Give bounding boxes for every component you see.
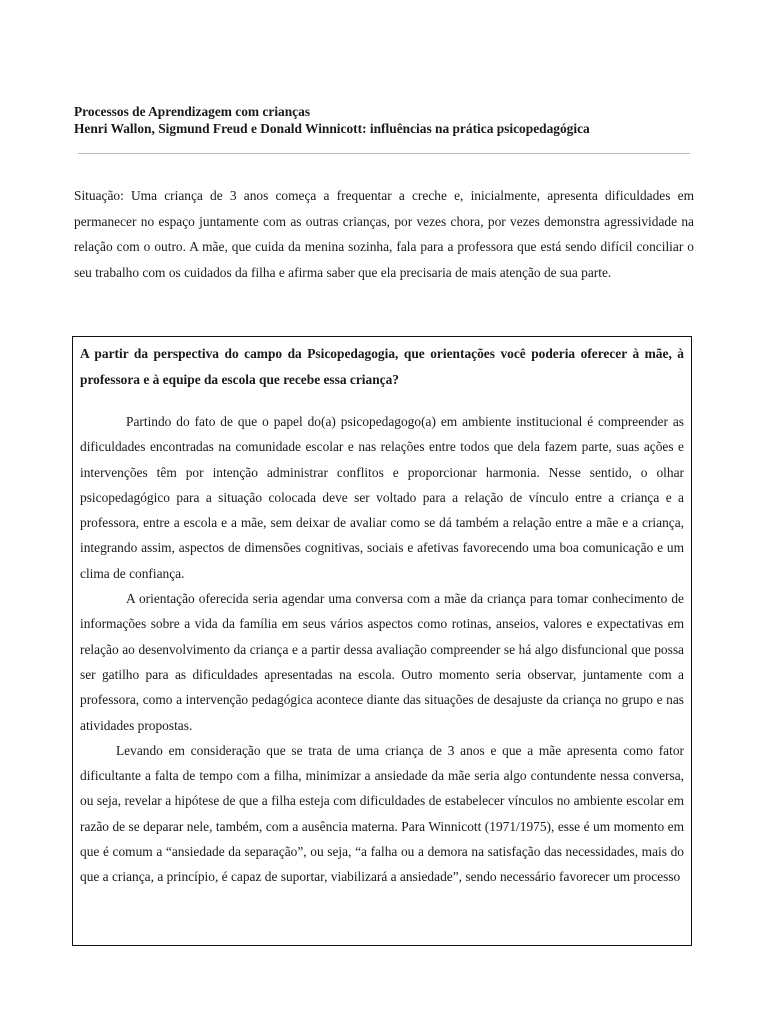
answer-paragraph: A orientação oferecida seria agendar uma conversa com a mãe da criança para tomar conhecimento de informações sobre a vida da família em seus vários aspectos como rotinas, anseios, valores e expectativas em relação ao desenvolvimento da criança e a partir dessa avaliação compreender se há algo disfuncional que possa ser gatilho para as dificuldades apresentadas na escola. Outro momento seria observar, juntamente com a professora, como a intervenção pedagógica acontece diante das situações de desajuste da criança no grupo e nas atividades propostas.: [80, 591, 684, 733]
document-heading: [74, 103, 714, 137]
answer-body: [80, 409, 684, 890]
answer-paragraph: Partindo do fato de que o papel do(a) psicopedagogo(a) em ambiente institucional é compreender as dificuldades encontradas na comunidade escolar e nas relações entre todos que dela fazem parte, suas ações e intervenções têm por intenção administrar conflitos e proporcionar harmonia. Nesse sentido, o olhar psicopedagógico para a situação colocada deve ser voltado para a relação de vínculo entre a criança e a professora, entre a escola e a mãe, sem deixar de avaliar como se dá também a relação entre a mãe e a criança, integrando assim, aspectos de dimensões cognitivas, sociais e afetivas favorecendo uma boa comunicação e um clima de confiança.: [80, 414, 684, 581]
document-subtitle: Henri Wallon, Sigmund Freud e Donald Winnicott: influências na prática psicopedagógica: [74, 121, 590, 136]
answer-paragraph: Levando em consideração que se trata de uma criança de 3 anos e que a mãe apresenta como fator dificultante a falta de tempo com a filha, minimizar a ansiedade da mãe seria algo contundente nessa conversa, ou seja, revelar a hipótese de que a filha esteja com dificuldades de estabelecer vínculos no ambiente escolar em razão de se deparar nele, também, com a ausência materna. Para Winnicott (1971/1975), esse é um momento em que é comum a “ansiedade da separação”, ou seja, “a falha ou a demora na satisfação das necessidades, mais do que a criança, a princípio, é capaz de suportar, viabilizará a ansiedade”, sendo necessário favorecer um processo: [80, 742, 684, 885]
question-text: A partir da perspectiva do campo da Psicopedagogia, que orientações você poderia oferecer à mãe, à professora e à equipe da escola que recebe essa criança?: [80, 346, 684, 387]
document-title: Processos de Aprendizagem com crianças: [74, 104, 311, 119]
horizontal-divider: [78, 153, 690, 154]
question-answer-box: [72, 336, 692, 946]
situation-paragraph: Situação: Uma criança de 3 anos começa a frequentar a creche e, inicialmente, apresenta dificuldades em permanecer no espaço juntamente com as outras crianças, por vezes chora, por vezes demonstra agressividade na relação com o outro. A mãe, que cuida da menina sozinha, fala para a professora que está sendo difícil conciliar o seu trabalho com os cuidados da filha e afirma saber que ela precisaria de mais atenção de sua parte.: [74, 188, 694, 280]
